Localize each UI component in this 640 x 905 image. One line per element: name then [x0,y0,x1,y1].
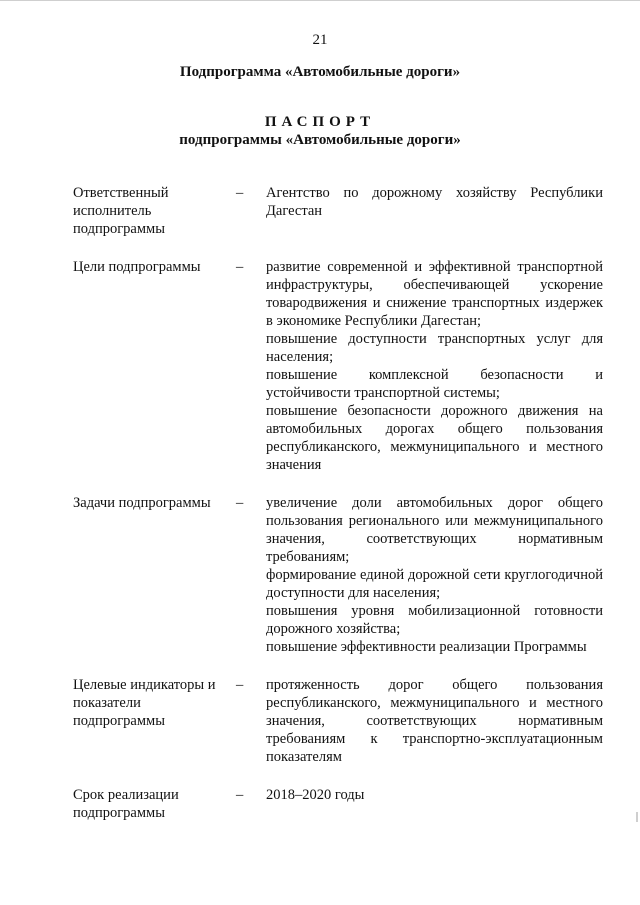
section-paragraph: протяженность дорог общего пользования республиканского, межмуниципального и местного значения, соответствующих нормативным требованиям к транспортно-эксплуатационным показателям [266,677,603,765]
section-implementation-period [73,786,603,822]
section-label: Срок реализации подпрограммы [73,787,179,821]
section-target-indicators [73,676,603,766]
section-dash: – [236,677,244,693]
section-content [266,184,603,220]
section-paragraph: повышение доступности транспортных услуг для населения; [266,331,603,365]
section-label: Задачи подпрограммы [73,495,211,511]
scan-artifact-top [0,0,640,1]
section-tasks [73,494,603,656]
section-paragraph: формирование единой дорожной сети круглогодичной доступности для населения; [266,567,603,601]
section-label: Ответственный исполнитель подпрограммы [73,185,169,237]
section-label: Цели подпрограммы [73,259,201,275]
section-paragraph: повышения уровня мобилизационной готовности дорожного хозяйства; [266,603,603,637]
section-paragraph: увеличение доли автомобильных дорог общего пользования регионального или межмуниципального значения, соответствующих нормативным требованиям; [266,495,603,565]
section-content [266,494,603,656]
section-paragraph: 2018–2020 годы [266,787,365,803]
section-responsible-executor [73,184,603,238]
page-number: 21 [312,32,328,48]
section-paragraph: повышение эффективности реализации Программы [266,639,587,655]
passport-table [73,184,603,822]
section-paragraph: Агентство по дорожному хозяйству Республики Дагестан [266,185,603,219]
subprogram-title: Подпрограмма «Автомобильные дороги» [179,64,461,80]
passport-heading: ПАСПОРТ [264,114,376,130]
scan-artifact-right [636,812,638,822]
section-content [266,786,603,804]
section-paragraph: развитие современной и эффективной транспортной инфраструктуры, обеспечивающей ускорение товародвижения и снижение транспортных издержек в экономике Республики Дагестан; [266,259,603,329]
section-dash: – [236,259,244,275]
section-content [266,258,603,474]
section-label: Целевые индикаторы и показатели подпрограммы [73,677,216,729]
section-dash: – [236,185,244,201]
passport-subheading: подпрограммы «Автомобильные дороги» [179,132,461,148]
section-dash: – [236,495,244,511]
section-content [266,676,603,766]
section-goals [73,258,603,474]
section-dash: – [236,787,244,803]
section-paragraph: повышение комплексной безопасности и устойчивости транспортной системы; [266,367,603,401]
section-paragraph: повышение безопасности дорожного движения на автомобильных дорогах общего пользования республиканского, межмуниципального и местного значения [266,403,603,473]
